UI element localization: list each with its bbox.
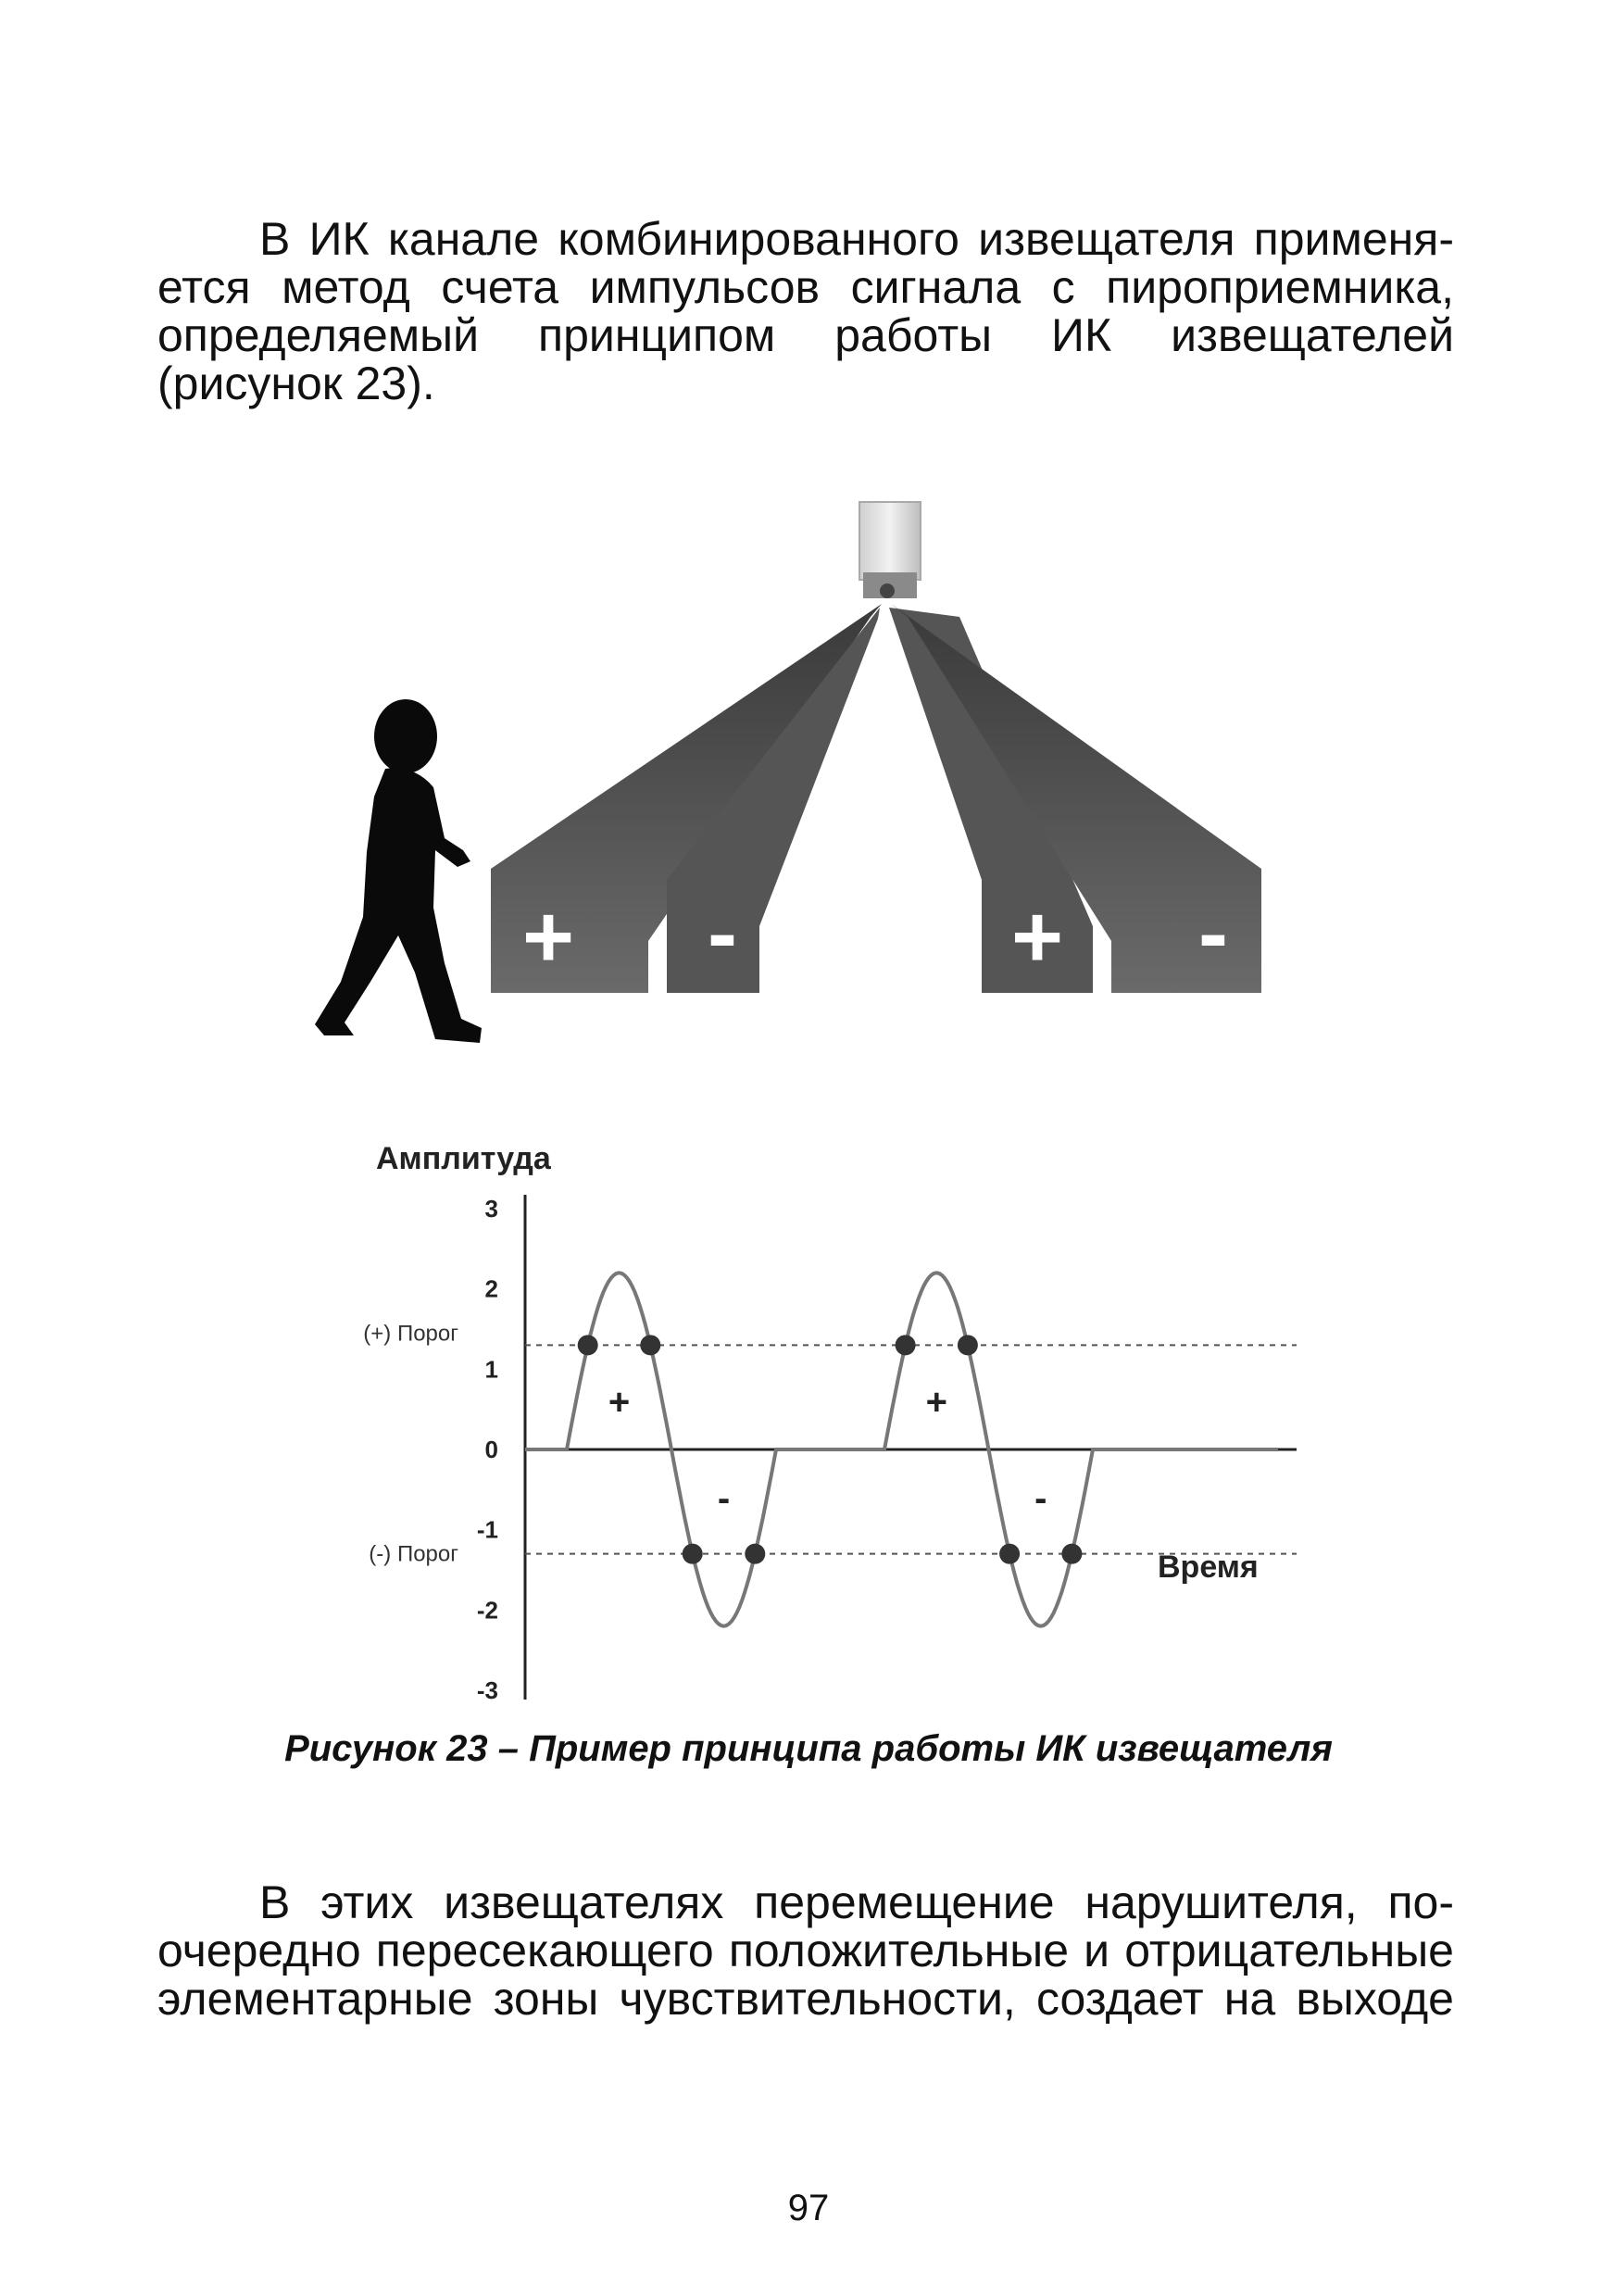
y-tick-label: 2 [484,1274,498,1303]
y-tick-label: 0 [484,1436,498,1463]
zone-label-minus-left: - [708,884,737,983]
y-tick-label: -1 [476,1515,498,1544]
paragraph-1-line: ется метод счета импульсов сигнала с пироприемника, [157,261,1454,313]
zone-label-minus-right: - [1198,884,1228,983]
y-axis-label: Амплитуда [376,1141,551,1176]
paragraph-1-line: (рисунок 23). [157,358,435,409]
threshold-crossing-point [745,1544,765,1564]
threshold-crossing-point [958,1335,978,1355]
lobe-label-plus: + [608,1382,631,1423]
figure-caption: Рисунок 23 – Пример принципа работы ИК извещателя [284,1728,1333,1769]
paragraph-2-line: очередно пересекающего положительные и отрицательные [157,1925,1454,1976]
lobe-label-minus: - [717,1478,731,1519]
paragraph-2-line: элементарные зоны чувствительности, создает на выходе [157,1973,1454,2025]
y-tick-label: 1 [484,1355,498,1384]
paragraph-1-line: определяемый принципом работы ИК извещателей [157,309,1454,361]
page-number: 97 [787,2188,830,2228]
positive-threshold-label: (+) Порог [363,1321,458,1347]
y-tick-label: -2 [476,1596,498,1625]
threshold-crossing-point [1061,1544,1082,1564]
zone-label-plus-right: + [1010,887,1064,986]
paragraph-2 [157,1878,1454,2023]
threshold-crossing-point [999,1544,1020,1564]
paragraph-2-line: В этих извещателях перемещение нарушителя, по- [259,1876,1454,1928]
y-tick-label: -3 [476,1676,498,1704]
threshold-crossing-point [896,1335,916,1355]
threshold-crossing-point [578,1335,598,1355]
zone-label-plus-left: + [521,887,575,986]
lobe-label-plus: + [925,1382,947,1423]
paragraph-1-line: В ИК канале комбинированного извещателя применя- [259,213,1454,265]
x-axis-label: Время [1158,1549,1259,1585]
lobe-label-minus: - [1034,1478,1047,1519]
negative-threshold-label: (-) Порог [369,1541,458,1567]
threshold-crossing-point [683,1544,703,1564]
y-tick-label: 3 [484,1195,498,1223]
threshold-crossing-point [640,1335,660,1355]
